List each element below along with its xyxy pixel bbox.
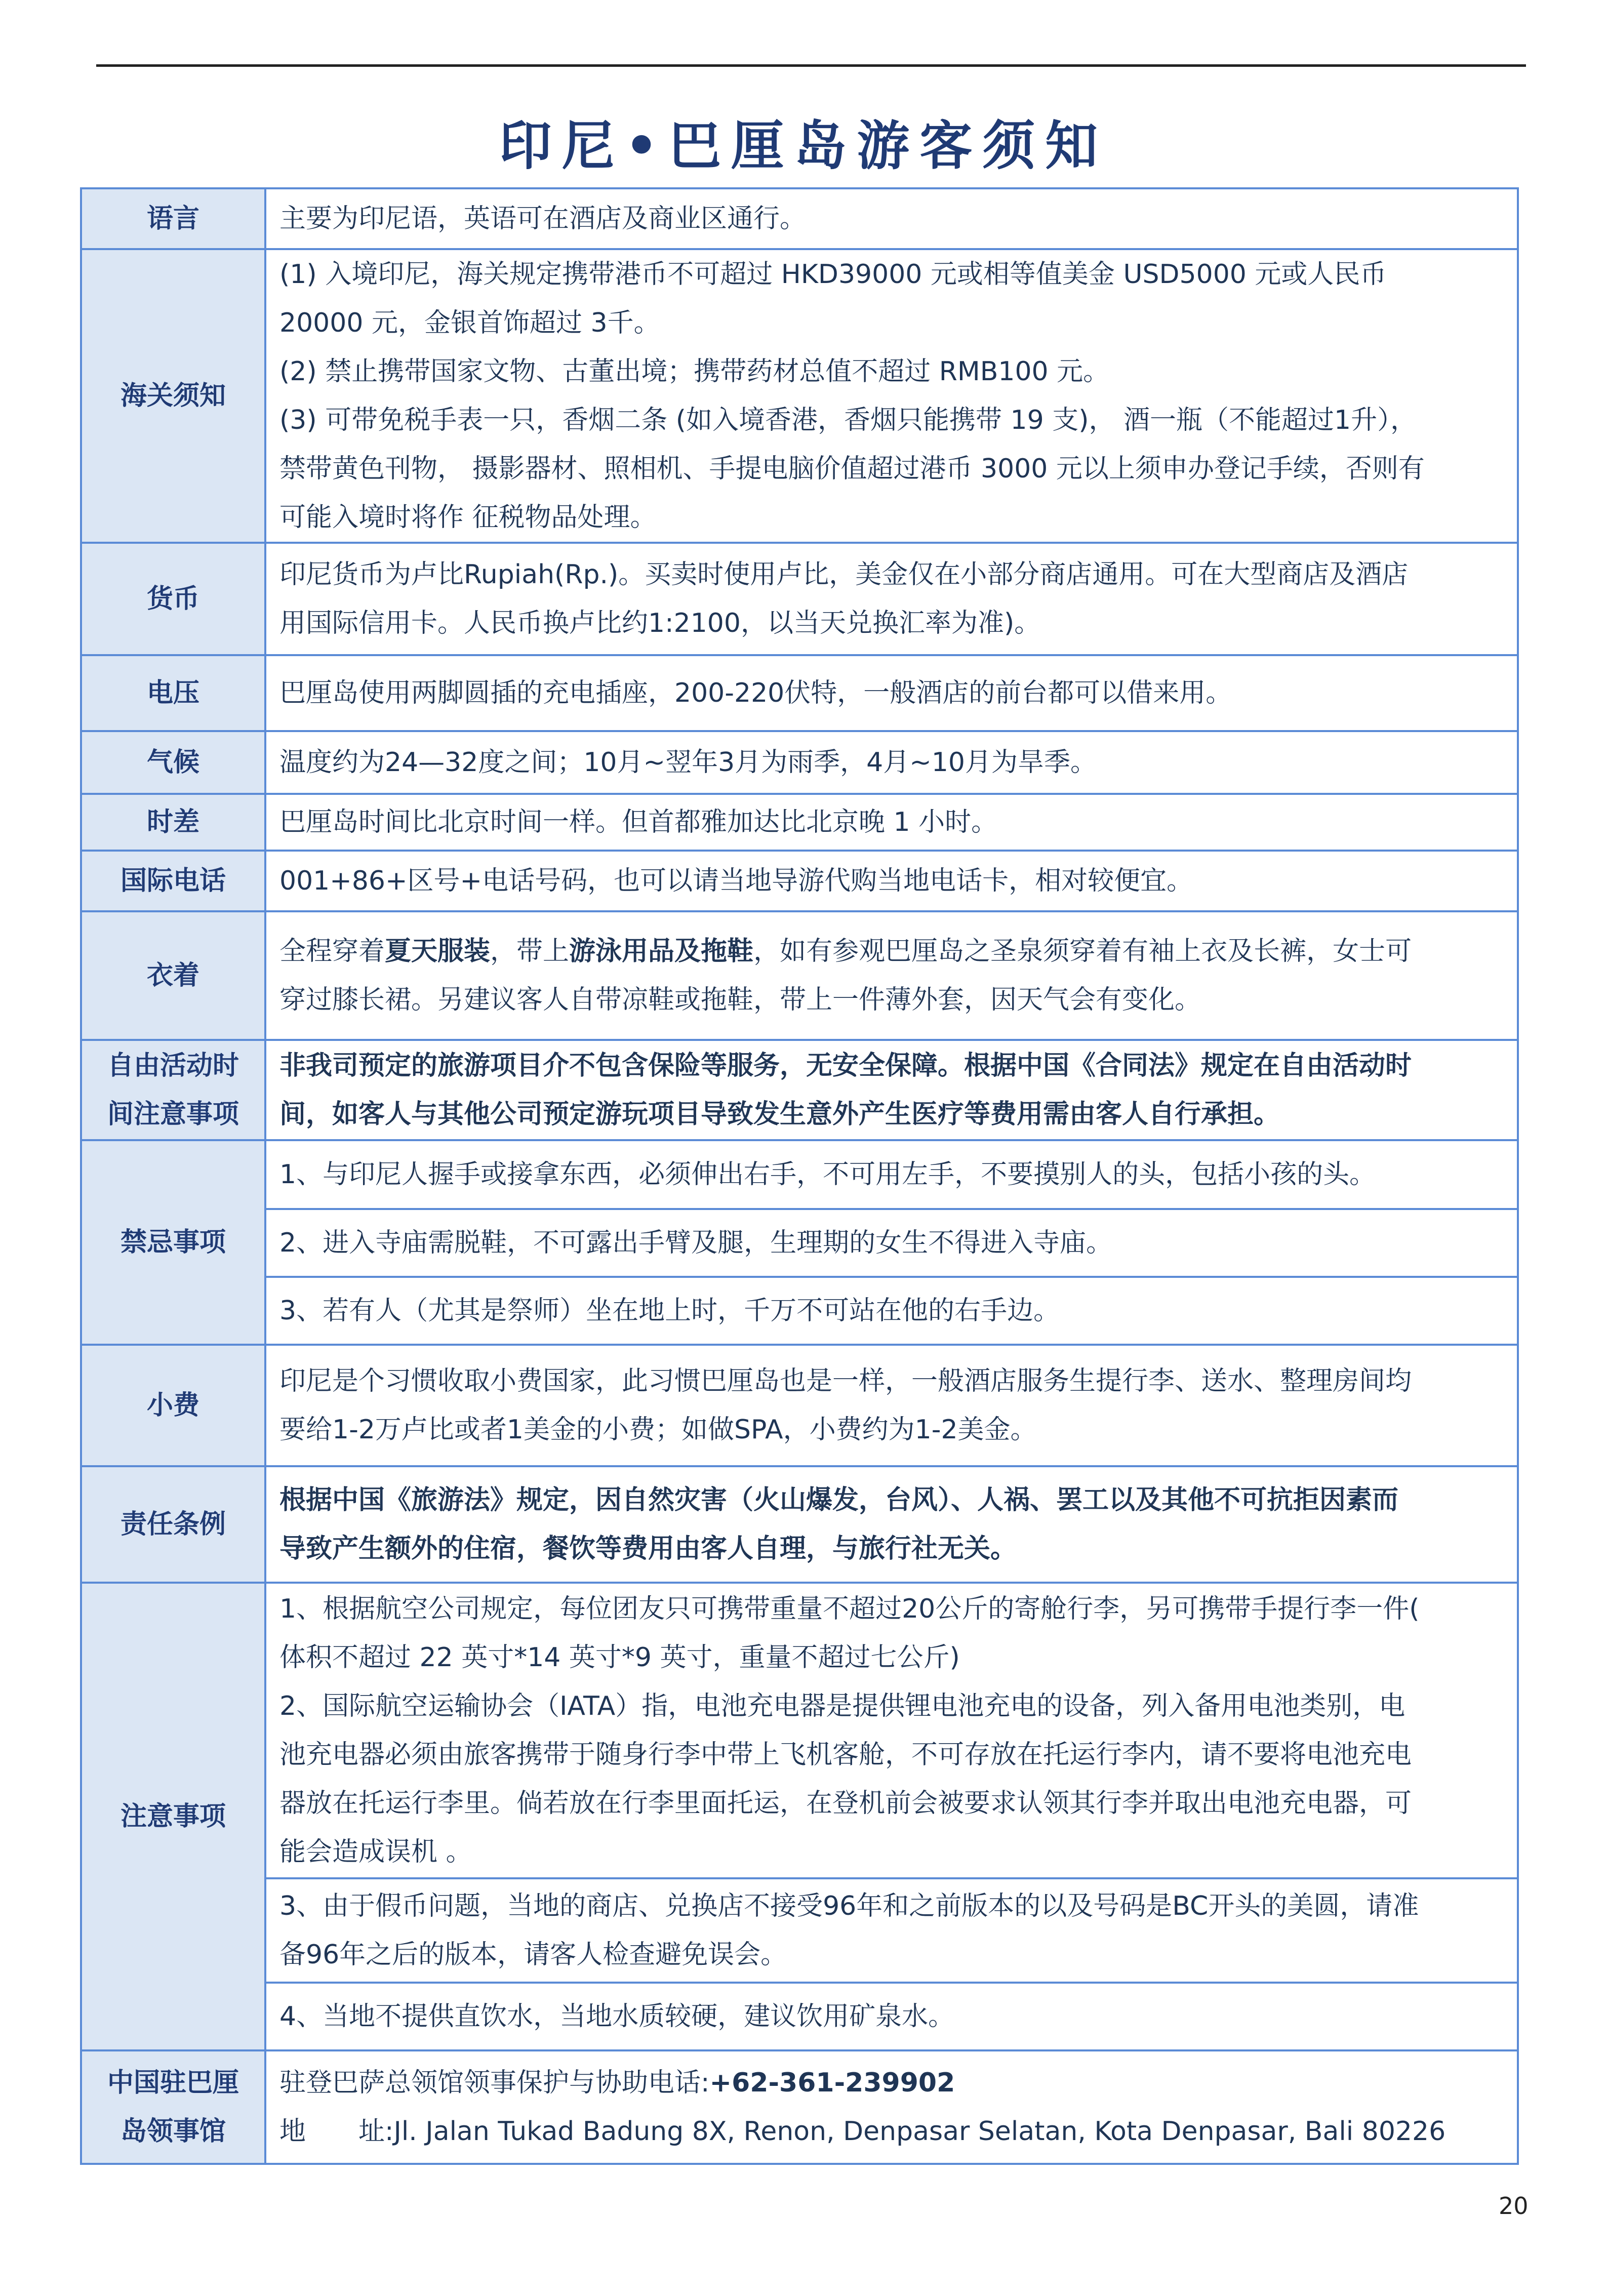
customs-line: (3) 可带免税手表一只，香烟二条 (如入境香港，香烟只能携带 19 支)， 酒一瓶（不能超过1升）， xyxy=(279,405,1417,435)
page-title: 印尼•巴厘岛游客须知 xyxy=(499,115,1108,177)
label-clothing: 衣着 xyxy=(81,911,265,1040)
text-consulate xyxy=(265,2050,1518,2164)
text-currency xyxy=(265,543,1518,655)
text-liability xyxy=(265,1466,1518,1583)
consulate-phone-number: +62-361-239902 xyxy=(709,2068,955,2098)
row-notes-4 xyxy=(81,1983,1518,2050)
notes-item-4: 4、当地不提供直饮水，当地水质较硬，建议饮用矿泉水。 xyxy=(265,1983,1518,2050)
customs-line: 20000 元，金银首饰超过 3千。 xyxy=(279,308,660,338)
row-clothing xyxy=(81,911,1518,1040)
notice-table xyxy=(80,187,1519,2165)
customs-line: 可能入境时将作 征税物品处理。 xyxy=(279,502,657,533)
taboo-item: 1、与印尼人握手或接拿东西，必须伸出右手，不可用左手，不要摸别人的头，包括小孩的头。 xyxy=(265,1140,1518,1209)
top-rule xyxy=(96,64,1526,67)
consulate-phone-label: 驻登巴萨总领馆领事保护与协助电话: xyxy=(279,2068,710,2098)
row-liability xyxy=(81,1466,1518,1583)
free-activity-line: 间，如客人与其他公司预定游玩项目导致发生意外产生医疗等费用需由客人自行承担。 xyxy=(279,1099,1280,1130)
text-climate: 温度约为24—32度之间；10月~翌年3月为雨季，4月~10月为旱季。 xyxy=(265,731,1518,794)
label-currency: 货币 xyxy=(81,543,265,655)
row-free-activity xyxy=(81,1040,1518,1140)
text-voltage: 巴厘岛使用两脚圆插的充电插座，200-220伏特，一般酒店的前台都可以借来用。 xyxy=(265,655,1518,731)
row-climate xyxy=(81,731,1518,794)
tips-line: 要给1-2万卢比或者1美金的小费；如做SPA，小费约为1-2美金。 xyxy=(279,1415,1037,1445)
label-customs: 海关须知 xyxy=(81,249,265,543)
label-climate: 气候 xyxy=(81,731,265,794)
consulate-phone-line xyxy=(279,2059,1504,2107)
liability-line: 导致产生额外的住宿，餐饮等费用由客人自理，与旅行社无关。 xyxy=(279,1534,1017,1564)
label-line: 间注意事项 xyxy=(107,1099,239,1130)
text-customs xyxy=(265,249,1518,543)
customs-line: (1) 入境印尼，海关规定携带港币不可超过 HKD39000 元或相等值美金 USD5000 元或人民币 xyxy=(279,259,1387,290)
tips-line: 印尼是个习惯收取小费国家，此习惯巴厘岛也是一样，一般酒店服务生提行李、送水、整理房间均 xyxy=(279,1366,1412,1396)
row-currency xyxy=(81,543,1518,655)
text-tips xyxy=(265,1345,1518,1466)
label-free-activity xyxy=(81,1040,265,1140)
customs-line: 禁带黄色刊物， 摄影器材、照相机、手提电脑价值超过港币 3000 元以上须申办登记手续，否则有 xyxy=(279,454,1425,484)
taboo-item: 2、进入寺庙需脱鞋，不可露出手臂及腿，生理期的女生不得进入寺庙。 xyxy=(265,1209,1518,1277)
label-consulate xyxy=(81,2050,265,2164)
taboo-item: 3、若有人（尤其是祭师）坐在地上时，千万不可站在他的右手边。 xyxy=(265,1277,1518,1345)
page-number: 20 xyxy=(1499,2192,1529,2220)
text-clothing xyxy=(265,911,1518,1040)
notes-line: 能会造成误机 。 xyxy=(279,1837,472,1867)
label-line: 岛领事馆 xyxy=(120,2116,226,2147)
clothing-bold-summer: 夏天服装 xyxy=(385,936,491,966)
row-phone xyxy=(81,851,1518,911)
row-taboo-3 xyxy=(81,1277,1518,1345)
text-timezone: 巴厘岛时间比北京时间一样。但首都雅加达比北京晚 1 小时。 xyxy=(265,794,1518,851)
row-taboo-1 xyxy=(81,1140,1518,1209)
notes-line: 器放在托运行李里。倘若放在行李里面托运，在登机前会被要求认领其行李并取出电池充电器，可 xyxy=(279,1788,1412,1819)
label-language: 语言 xyxy=(81,188,265,249)
label-timezone: 时差 xyxy=(81,794,265,851)
clothing-line: 穿过膝长裙。另建议客人自带凉鞋或拖鞋，带上一件薄外套，因天气会有变化。 xyxy=(279,985,1201,1015)
label-taboos: 禁忌事项 xyxy=(81,1140,265,1345)
row-taboo-2 xyxy=(81,1209,1518,1277)
row-customs xyxy=(81,249,1518,543)
text-language: 主要为印尼语，英语可在酒店及商业区通行。 xyxy=(265,188,1518,249)
notes-line: 3、由于假币问题，当地的商店、兑换店不接受96年和之前版本的以及号码是BC开头的美圆，请准 xyxy=(279,1891,1419,1921)
text-phone: 001+86+区号+电话号码，也可以请当地导游代购当地电话卡，相对较便宜。 xyxy=(265,851,1518,911)
row-tips xyxy=(81,1345,1518,1466)
label-liability: 责任条例 xyxy=(81,1466,265,1583)
notes-item-1-2 xyxy=(265,1583,1518,1878)
row-consulate xyxy=(81,2050,1518,2164)
notes-line: 备96年之后的版本，请客人检查避免误会。 xyxy=(279,1940,787,1970)
liability-line: 根据中国《旅游法》规定，因自然灾害（火山爆发，台风）、人祸、罢工以及其他不可抗拒因素而 xyxy=(279,1485,1399,1515)
label-line: 自由活动时 xyxy=(107,1051,239,1081)
label-phone: 国际电话 xyxy=(81,851,265,911)
row-notes-3 xyxy=(81,1878,1518,1983)
free-activity-line: 非我司预定的旅游项目介不包含保险等服务，无安全保障。根据中国《合同法》规定在自由活动时 xyxy=(279,1051,1412,1081)
row-notes-1 xyxy=(81,1583,1518,1878)
clothing-plain: 全程穿着 xyxy=(279,936,385,966)
label-notes: 注意事项 xyxy=(81,1583,265,2050)
label-tips: 小费 xyxy=(81,1345,265,1466)
consulate-address: 地 址:Jl. Jalan Tukad Badung 8X, Renon, Denpasar Selatan, Kota Denpasar, Bali 80226 xyxy=(279,2116,1446,2147)
notes-line: 2、国际航空运输协会（IATA）指，电池充电器是提供锂电池充电的设备，列入备用电池类别，电 xyxy=(279,1691,1405,1721)
clothing-bold-swim: 游泳用品及拖鞋 xyxy=(569,936,754,966)
row-timezone xyxy=(81,794,1518,851)
row-language xyxy=(81,188,1518,249)
notes-line: 1、根据航空公司规定，每位团友只可携带重量不超过20公斤的寄舱行李，另可携带手提行李一件( xyxy=(279,1594,1420,1624)
customs-line: (2) 禁止携带国家文物、古董出境；携带药材总值不超过 RMB100 元。 xyxy=(279,356,1110,387)
notes-item-3 xyxy=(265,1878,1518,1983)
clothing-plain: ，带上 xyxy=(490,936,570,966)
clothing-plain: ，如有参观巴厘岛之圣泉须穿着有袖上衣及长裤，女士可 xyxy=(753,936,1412,966)
label-voltage: 电压 xyxy=(81,655,265,731)
notes-line: 池充电器必须由旅客携带于随身行李中带上飞机客舱，不可存放在托运行李内，请不要将电池充电 xyxy=(279,1740,1412,1770)
notes-line: 体积不超过 22 英寸*14 英寸*9 英寸，重量不超过七公斤) xyxy=(279,1642,960,1673)
currency-line: 印尼货币为卢比Rupiah(Rp.)。买卖时使用卢比，美金仅在小部分商店通用。可在大型商店及酒店 xyxy=(279,559,1409,590)
text-free-activity xyxy=(265,1040,1518,1140)
currency-line: 用国际信用卡。人民币换卢比约1:2100，以当天兑换汇率为准)。 xyxy=(279,608,1041,638)
label-line: 中国驻巴厘 xyxy=(107,2068,239,2098)
row-voltage xyxy=(81,655,1518,731)
clothing-line xyxy=(279,927,1504,976)
